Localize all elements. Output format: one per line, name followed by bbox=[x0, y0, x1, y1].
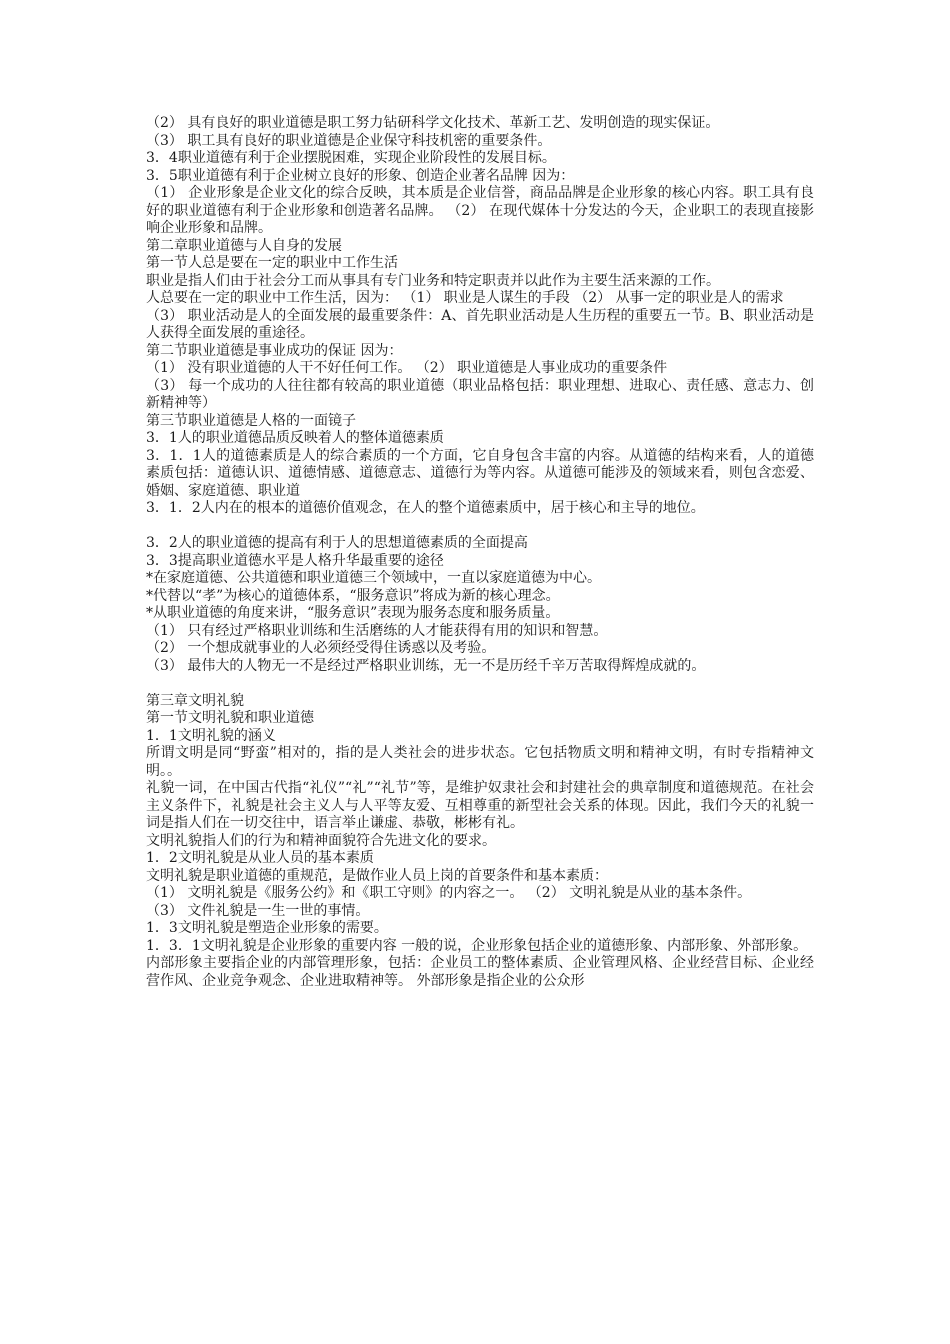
document-body bbox=[146, 115, 814, 990]
paragraph: 3．1．2人内在的根本的道德价值观念，在人的整个道德素质中，居于核心和主导的地位。 bbox=[146, 500, 705, 516]
paragraph: （3） 最伟大的人物无一不是经过严格职业训练，无一不是历经千辛万苦取得辉煌成就的。 bbox=[146, 657, 706, 674]
bullet-item: *代替以“孝”为核心的道德体系，“服务意识”将成为新的核心理念。 bbox=[146, 587, 560, 604]
paragraph: （2） 具有良好的职业道德是职工努力钻研科学文化技术、革新工艺、发明创造的现实保证。 bbox=[146, 115, 720, 131]
bullet-item: *从职业道德的角度来讲，“服务意识”表现为服务态度和服务质量。 bbox=[146, 605, 560, 621]
paragraph: 3．1．1人的道德素质是人的综合素质的一个方面，它自身包含丰富的内容。从道德的结构来看，人的道德素质包括：道德认识、道德情感、道德意志、道德行为等内容。从道德可能涉及的领域来看，则包含恋爱、婚姻、家庭道德、职业道 bbox=[146, 447, 814, 499]
subsection-heading: 3．1人的职业道德品质反映着人的整体道德素质 bbox=[146, 430, 444, 446]
paragraph: （3） 每一个成功的人往往都有较高的职业道德（职业品格包括：职业理想、进取心、责任感、意志力、创新精神等） bbox=[146, 377, 814, 411]
paragraph: 3．4职业道德有利于企业摆脱困难，实现企业阶段性的发展目标。 bbox=[146, 150, 556, 166]
paragraph: （2） 一个想成就事业的人必须经受得住诱惑以及考验。 bbox=[146, 640, 496, 656]
blank-line bbox=[146, 518, 814, 536]
paragraph: 文明礼貌指人们的行为和精神面貌符合先进文化的要求。 bbox=[146, 832, 496, 849]
subsection-heading: 1．1文明礼貌的涵义 bbox=[146, 727, 276, 744]
section-heading: 第一节文明礼貌和职业道德 bbox=[146, 710, 314, 726]
section-heading: 第三节职业道德是人格的一面镜子 bbox=[146, 412, 356, 429]
paragraph: 职业是指人们由于社会分工而从事具有专门业务和特定职责并以此作为主要生活来源的工作。 bbox=[146, 272, 720, 289]
paragraph: 1．3．1文明礼貌是企业形象的重要内容 一般的说，企业形象包括企业的道德形象、内部形象、外部形象。 bbox=[146, 937, 808, 954]
subsection-heading: 3．3提高职业道德水平是人格升华最重要的途径 bbox=[146, 552, 444, 569]
paragraph: 所谓文明是同“野蛮”相对的，指的是人类社会的进步状态。它包括物质文明和精神文明，有时专指精神文明。。 bbox=[146, 745, 814, 779]
paragraph: （1） 企业形象是企业文化的综合反映，其本质是企业信誉，商品品牌是企业形象的核心内容。职工具有良好的职业道德有利于企业形象和创造著名品牌。 （2） 在现代媒体十分发达的今天，企业职工的表现直接影响企业形象和品牌。 bbox=[146, 185, 814, 236]
chapter-heading: 第二章职业道德与人自身的发展 bbox=[146, 237, 342, 254]
bullet-item: *在家庭道德、公共道德和职业道德三个领域中，一直以家庭道德为中心。 bbox=[146, 570, 601, 586]
paragraph: （1） 文明礼貌是《服务公约》和《职工守则》的内容之一。 （2） 文明礼貌是从业的基本条件。 bbox=[146, 885, 752, 901]
paragraph: 礼貌一词，在中国古代指“礼仪”“礼”“礼节”等，是维护奴隶社会和封建社会的典章制度和道德规范。在社会主义条件下，礼貌是社会主义人与人平等友爱、互相尊重的新型社会关系的体现。因此，我们今天的礼貌一词是指人们在一切交往中，语言举止谦虚、恭敬，彬彬有礼。 bbox=[146, 780, 814, 831]
paragraph: 内部形象主要指企业的内部管理形象，包括：企业员工的整体素质、企业管理风格、企业经营目标、企业经营作风、企业竞争观念、企业进取精神等。 外部形象是指企业的公众形 bbox=[146, 955, 814, 989]
section-heading: 第一节人总是要在一定的职业中工作生活 bbox=[146, 255, 398, 271]
paragraph: （1） 只有经过严格职业训练和生活磨练的人才能获得有用的知识和智慧。 bbox=[146, 622, 608, 639]
paragraph: （3） 文件礼貌是一生一世的事情。 bbox=[146, 902, 370, 919]
paragraph: （1） 没有职业道德的人干不好任何工作。 （2） 职业道德是人事业成功的重要条件 bbox=[146, 360, 668, 376]
blank-line bbox=[146, 675, 814, 693]
paragraph: （3） 职工具有良好的职业道德是企业保守科技机密的重要条件。 bbox=[146, 132, 552, 149]
subsection-heading: 1．2文明礼貌是从业人员的基本素质 bbox=[146, 850, 374, 866]
paragraph: 人总要在一定的职业中工作生活，因为： （1） 职业是人谋生的手段 （2） 从事一定的职业是人的需求 bbox=[146, 290, 784, 306]
chapter-heading: 第三章文明礼貌 bbox=[146, 692, 244, 709]
subsection-heading: 3．2人的职业道德的提高有利于人的思想道德素质的全面提高 bbox=[146, 535, 528, 551]
paragraph: 3．5职业道德有利于企业树立良好的形象、创造企业著名品牌 因为： bbox=[146, 167, 575, 184]
subsection-heading: 1．3文明礼貌是塑造企业形象的需要。 bbox=[146, 920, 388, 936]
paragraph: （3） 职业活动是人的全面发展的最重要条件：A、首先职业活动是人生历程的重要五一节。B、职业活动是人获得全面发展的重途径。 bbox=[146, 307, 814, 341]
paragraph: 文明礼貌是职业道德的重规范，是做作业人员上岗的首要条件和基本素质： bbox=[146, 867, 608, 884]
section-heading: 第二节职业道德是事业成功的保证 因为： bbox=[146, 342, 403, 359]
